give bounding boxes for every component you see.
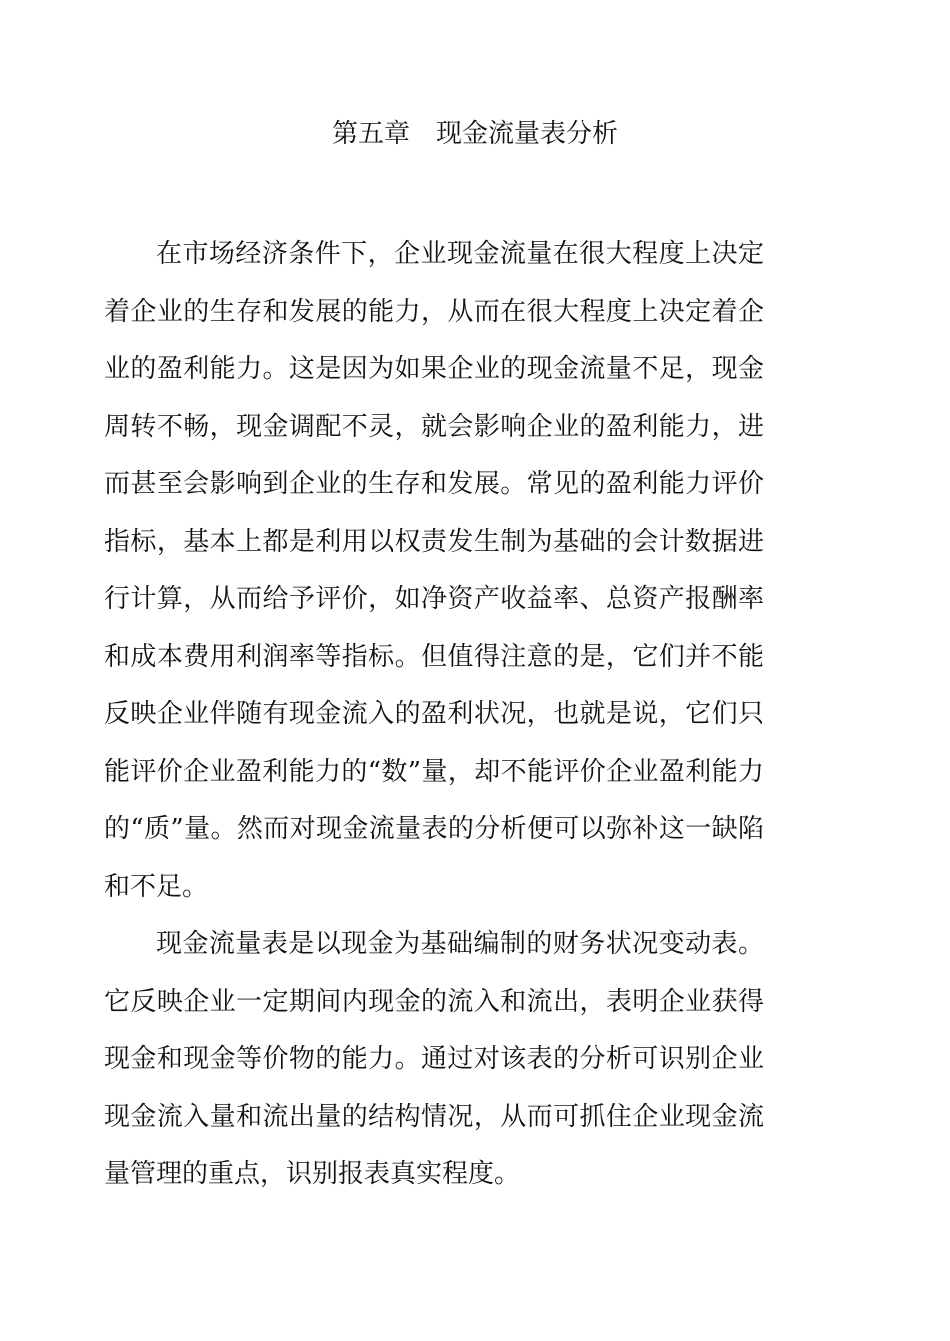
paragraph-2: 现金流量表是以现金为基础编制的财务状况变动表。它反映企业一定期间内现金的流入和流出，表明企业获得现金和现金等价物的能力。通过对该表的分析可识别企业现金流入量和流出量的结构情况，从而可抓住企业现金流量管理的重点，识别报表真实程度。	[104, 929, 764, 1189]
paragraph-1: 在市场经济条件下，企业现金流量在很大程度上决定着企业的生存和发展的能力，从而在很大程度上决定着企业的盈利能力。这是因为如果企业的现金流量不足，现金周转不畅，现金调配不灵，就会影响企业的盈利能力，进而甚至会影响到企业的生存和发展。常见的盈利能力评价指标，基本上都是利用以权责发生制为基础的会计数据进行计算，从而给予评价，如净资产收益率、总资产报酬率和成本费用利润率等指标。但值得注意的是，它们并不能反映企业伴随有现金流入的盈利状况，也就是说，它们只能评价企业盈利能力的“数”量，却不能评价企业盈利能力的“质”量。然而对现金流量表的分析便可以弥补这一缺陷和不足。	[104, 239, 764, 902]
document-body	[104, 226, 764, 1204]
chapter-title: 第五章 现金流量表分析	[331, 119, 618, 149]
